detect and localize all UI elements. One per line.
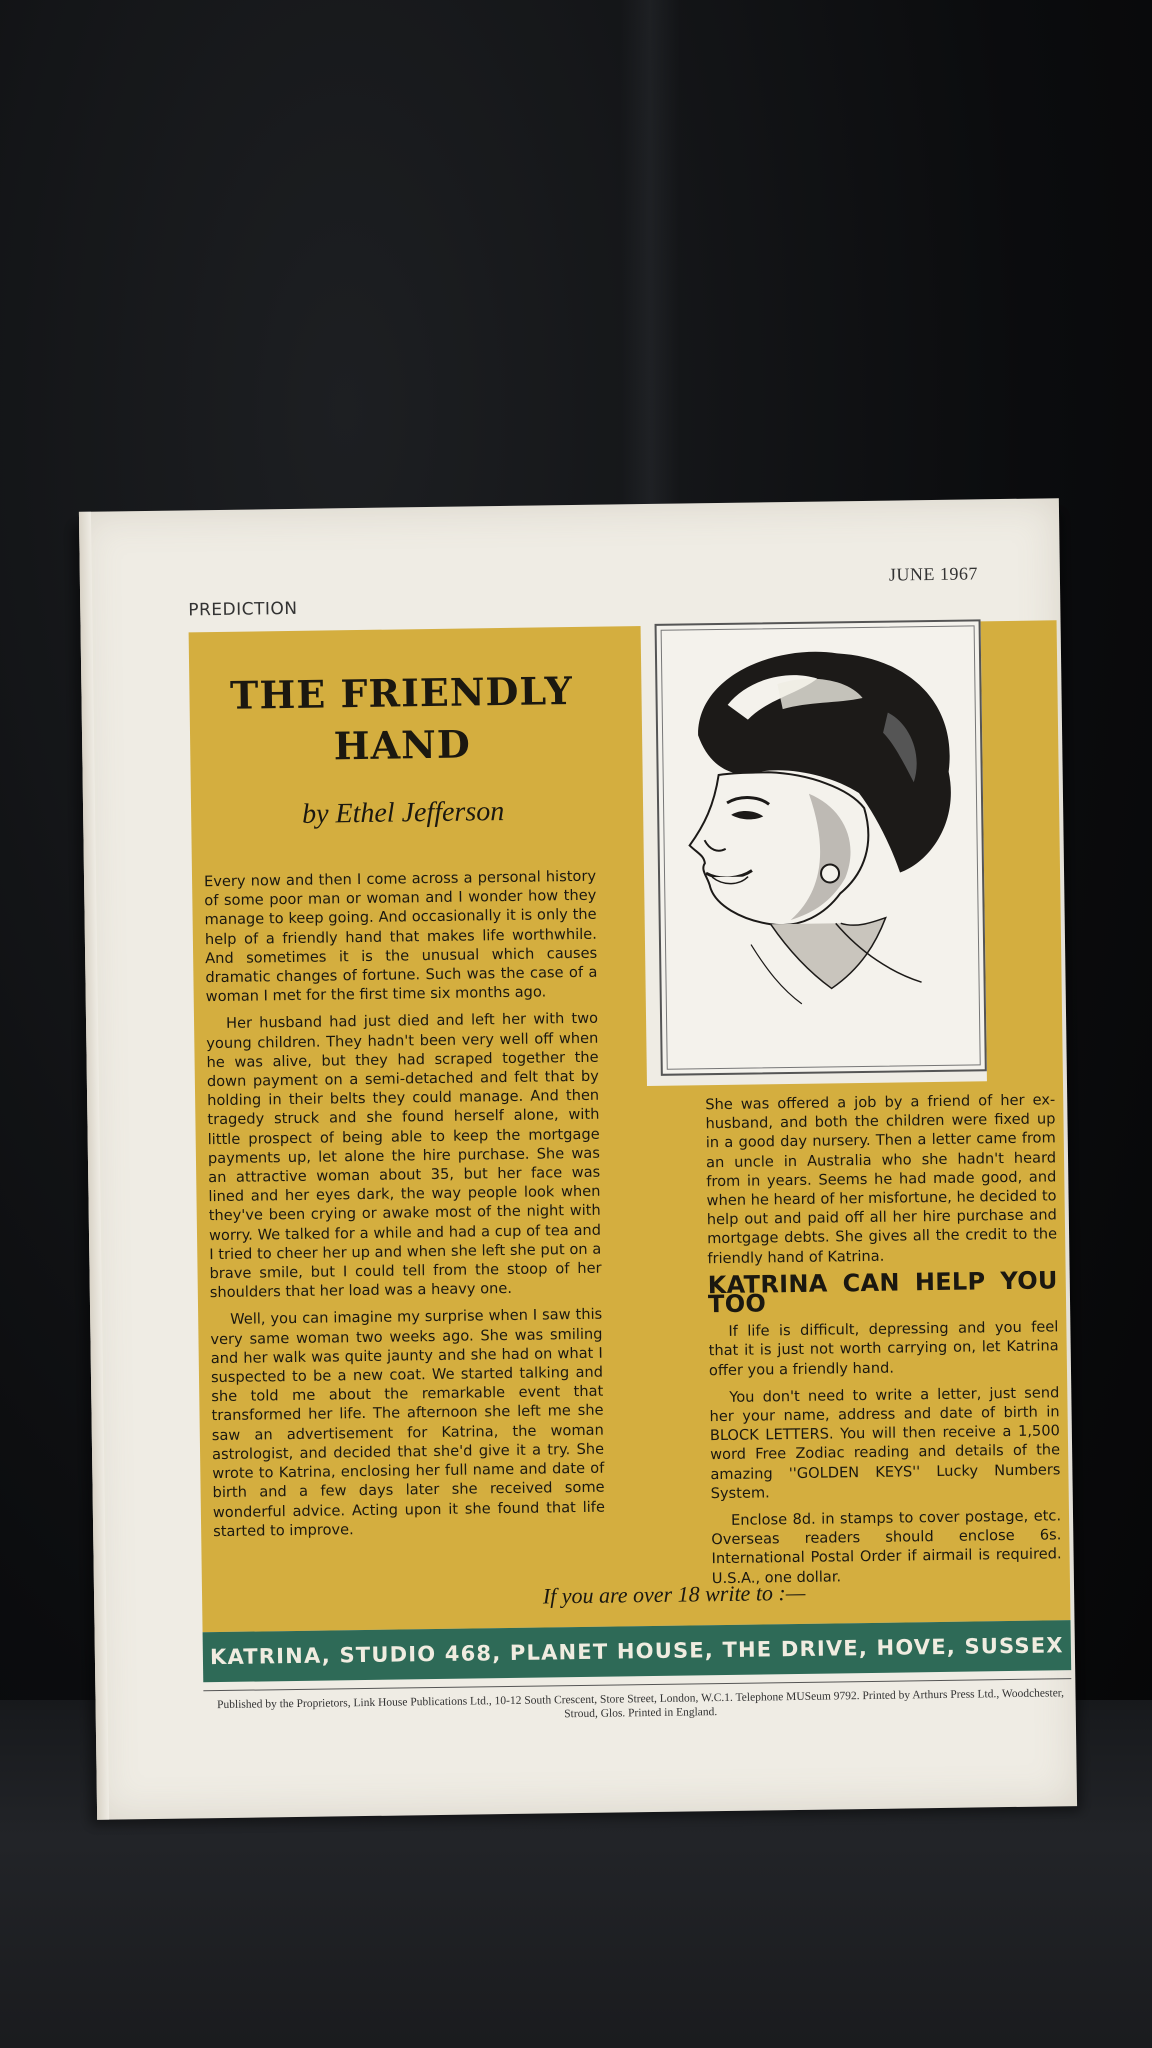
article-column-left (204, 867, 605, 1549)
velvet-fold (620, 0, 680, 520)
katrina-paragraph: You don't need to write a letter, just send her your name, address and date of birth in BLOCK LETTERS. You will then receive a 1,500 word Free Zodiac reading and details of the amazing ''GOLDEN KEYS'' Lucky Numbers System. (709, 1384, 1061, 1503)
katrina-paragraph: Enclose 8d. in stamps to cover postage, etc. Overseas readers should enclose 6s. International Postal Order if airmail is required. U.S.A., one dollar. (711, 1507, 1062, 1587)
publisher-imprint: Published by the Proprietors, Link House Publications Ltd., 10-12 South Crescent, Store Street, London, W.C.1. Telephone MUSeum 9792. Printed by Arthurs Press Ltd., Woodchester, Stroud, Glos. Printed in England. (216, 1687, 1065, 1721)
portrait-illustration (655, 619, 987, 1076)
article-paragraph: Every now and then I come across a personal history of some poor man or woman and I wonder how they manage to keep going. And occasionally it is only the help of a friendly hand that makes life worthwhile. And sometimes it is the unusual which causes dramatic changes of fortune. Such was the case of a woman I met for the first time six months ago. (203, 867, 598, 1006)
magazine-page (79, 498, 1077, 1820)
katrina-heading: KATRINA CAN HELP YOU TOO (707, 1266, 1058, 1319)
article-title (201, 665, 602, 775)
running-head-publication: PREDICTION (188, 598, 298, 621)
article-column-right (705, 1090, 1062, 1596)
running-head-date: JUNE 1967 (888, 563, 979, 585)
address-bar (203, 1620, 1072, 1682)
katrina-paragraph: If life is difficult, depressing and you feel that it is just not worth carrying on, let Katrina offer you a friendly hand. (708, 1318, 1059, 1379)
woman-portrait-drawing (657, 621, 985, 1073)
address-text: KATRINA, STUDIO 468, PLANET HOUSE, THE DRIVE, HOVE, SUSSEX (209, 1633, 1064, 1670)
article-paragraph: She was offered a job by a friend of her ex-husband, and both the children were fixed up in a good day nursery. Then a letter came from an uncle in Australia who she hadn't heard from in years. Seems he had made good, and when he heard of her misfortune, he decided to help out and paid off all her hire purchase and mortgage debts. She gives all the credit to the friendly hand of Katrina. (705, 1091, 1058, 1267)
title-line-2: HAND (333, 721, 472, 769)
article-paragraph: Well, you can imagine my surprise when I saw this very same woman two weeks ago. She was smiling and her walk was quite jaunty and she had on what I suspected to be a new coat. We started talking and she told me about the remarkable event that transformed her life. The afternoon she left me she saw an advertisement for Katrina, the woman astrologist, and decided that she'd give it a try. She wrote to Katrina, enclosing her full name and date of birth and a few days later she received some wonderful advice. Acting upon it she found that life started to improve. (210, 1306, 605, 1540)
title-line-1: THE FRIENDLY (229, 668, 574, 718)
article-byline: by Ethel Jefferson (301, 795, 505, 830)
write-to-line: If you are over 18 write to :— (542, 1579, 806, 1609)
article-paragraph: Her husband had just died and left her with two young children. They hadn't been very well off when he was alive, but they had scraped together the down payment on a semi-detached and felt that by holding in their belts they could manage. And then tragedy struck and she found herself alone, with little prospect of being able to keep the mortgage payments up, let alone the hire purchase. She was an attractive woman about 35, but her face was lined and her eyes dark, the way people look when they've been crying or awake most of the night with worry. We talked for a while and had a cup of tea and I tried to cheer her up and when she left she put on a brave smile, but I could tell from the stoop of her shoulders that her load was a heavy one. (206, 1010, 602, 1302)
